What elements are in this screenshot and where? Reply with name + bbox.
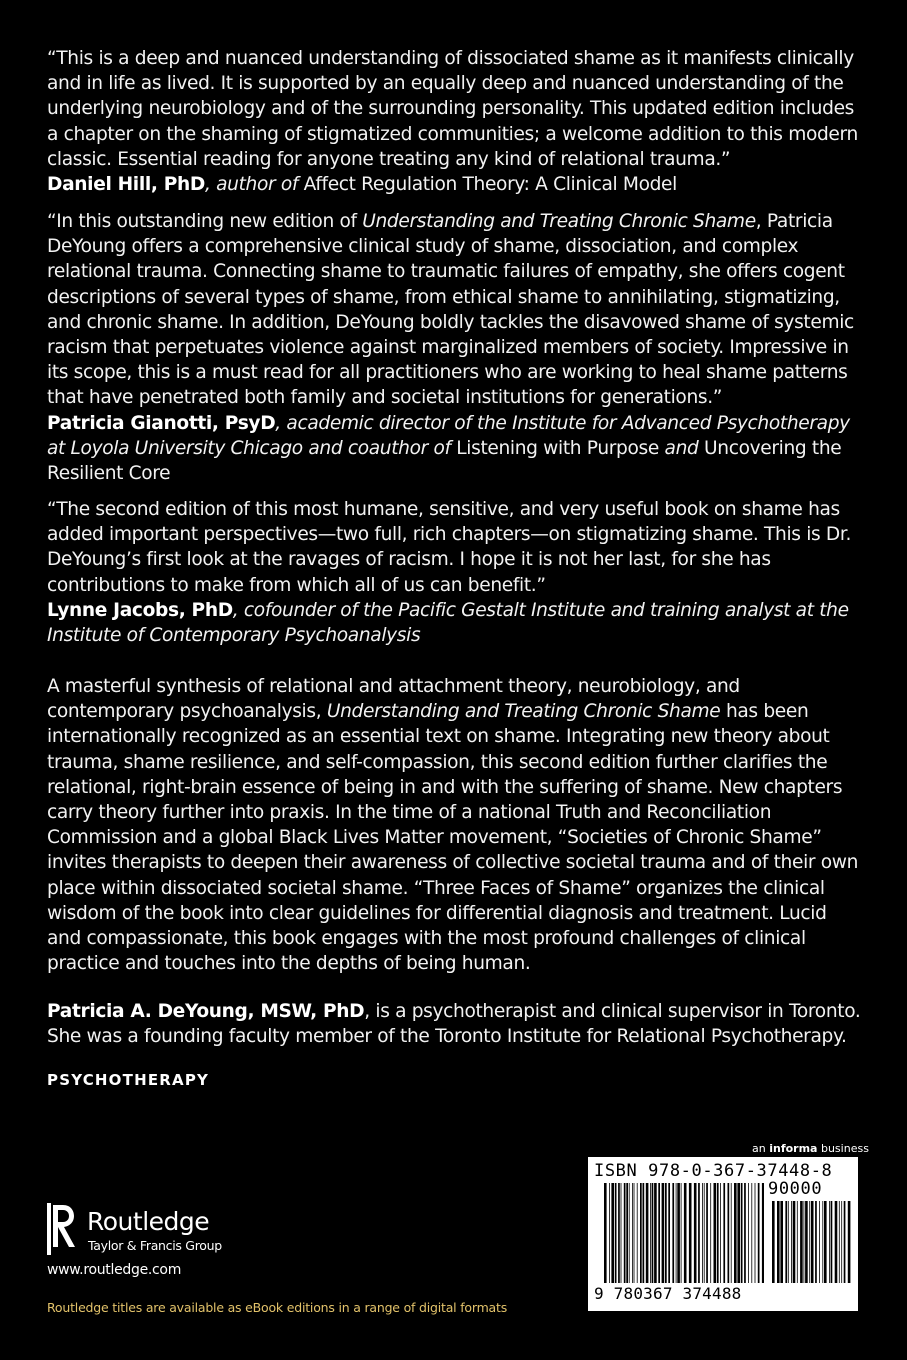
bio-author-name: Patricia A. DeYoung, MSW, PhD xyxy=(47,1001,365,1022)
endorsement-quote-2 xyxy=(47,209,865,486)
barcode-bar xyxy=(634,1183,635,1283)
barcode-bar xyxy=(815,1201,817,1283)
barcode-bar xyxy=(604,1183,607,1283)
publisher-name: Routledge xyxy=(87,1207,210,1236)
quote-text: “The second edition of this most humane, sensitive, and very useful book on shame has added important perspectives—two full, rich chapters—on stigmatizing shame. This is Dr. DeYoung’s first look at the ravages of racism. I hope it is not her last, for she has contributions to make from which all of us can benefit.” xyxy=(47,499,852,596)
barcode-bar xyxy=(621,1183,622,1283)
barcode-bar xyxy=(751,1183,752,1283)
ebook-note: Routledge titles are available as eBook editions in a range of digital formats xyxy=(47,1300,508,1315)
barcode-bar xyxy=(831,1201,833,1283)
barcode-bar xyxy=(676,1183,677,1283)
barcode-bar xyxy=(804,1201,805,1283)
barcode-bar xyxy=(706,1183,708,1283)
barcode-bar xyxy=(720,1183,721,1283)
barcode-bar xyxy=(819,1201,820,1283)
book-description: A masterful synthesis of relational and attachment theory, neurobiology, and contemporary psychoanalysis, Understanding and Treating Chronic Shame has been internationally recognized as an essential text on shame. Integrating new theory about trauma, shame resilience, and self-compassion, this second edition further clarifies the relational, right-brain essence of being in and with the suffering of shame. New chapters carry theory further into praxis. In the time of a national Truth and Reconciliation Commission and a global Black Lives Matter movement, “Societies of Chronic Shame” invites therapists to deepen their awareness of collective societal trauma and of their own place within dissociated societal shame. “Three Faces of Shame” organizes the clinical wisdom of the book into clear guidelines for differential diagnosis and treatment. Lucid and compassionate, this book engages with the most profound challenges of clinical practice and touches into the depths of being human. xyxy=(47,676,859,975)
barcode-bar xyxy=(841,1201,842,1283)
addon-barcode-bars xyxy=(772,1201,852,1283)
barcode-bar xyxy=(684,1183,687,1283)
barcode-bar xyxy=(609,1183,610,1283)
barcode-bar xyxy=(637,1183,638,1283)
barcode-bar xyxy=(829,1201,830,1283)
publisher-subtitle: Taylor & Francis Group xyxy=(88,1238,222,1253)
barcode-bar xyxy=(741,1183,743,1283)
barcode-bar xyxy=(668,1183,670,1283)
barcode-bar xyxy=(848,1201,851,1283)
informa-business-label: an informa business xyxy=(752,1142,869,1155)
barcode-bar xyxy=(835,1201,838,1283)
routledge-r-logo-icon xyxy=(44,1203,76,1255)
barcode-bar xyxy=(811,1201,814,1283)
barcode-bar xyxy=(723,1183,725,1283)
barcode-bar xyxy=(702,1183,703,1283)
barcode-bar xyxy=(624,1183,626,1283)
endorsement-quote-3 xyxy=(47,497,865,648)
barcode-bar xyxy=(728,1183,730,1283)
barcode-bar xyxy=(762,1183,764,1283)
barcode-bar xyxy=(737,1183,740,1283)
barcode-bar xyxy=(704,1183,705,1283)
author-name: Lynne Jacobs, PhD xyxy=(47,599,233,621)
barcode-bar xyxy=(615,1183,617,1283)
ean-barcode-bars xyxy=(604,1183,764,1283)
barcode-bar xyxy=(797,1201,798,1283)
barcode-bar xyxy=(689,1183,692,1283)
barcode-bar xyxy=(772,1201,775,1283)
barcode-bar xyxy=(844,1201,846,1283)
barcode-bar xyxy=(626,1183,628,1283)
barcode-bar xyxy=(694,1183,697,1283)
barcode-bar xyxy=(824,1201,827,1283)
publisher-url: www.routledge.com xyxy=(47,1262,182,1278)
author-name: Patricia Gianotti, PsyD xyxy=(47,412,276,434)
barcode-bar xyxy=(805,1201,808,1283)
barcode-bar xyxy=(734,1183,737,1283)
barcode-bar xyxy=(677,1183,680,1283)
quote-text: “In this outstanding new edition of Understanding and Treating Chronic Shame, Patricia DeYoung offers a comprehensive clinical study of shame, dissociation, and complex relational trauma. Connecting shame to traumatic failures of empathy, she offers cogent descriptions of several types of shame, from ethical shame to annihilating, stigmatizing, and chronic shame. In addition, DeYoung boldly tackles the disavowed shame of systemic racism that perpetuates violence against marginalized members of society. Impressive in its scope, this is a must read for all practitioners who are working to heal shame patterns that have penetrated both family and societal institutions for generations.” xyxy=(47,211,854,409)
isbn-barcode xyxy=(588,1157,858,1311)
barcode-bar xyxy=(758,1183,760,1283)
barcode-bar xyxy=(640,1183,642,1283)
barcode-bar xyxy=(777,1201,780,1283)
barcode-bar xyxy=(788,1201,789,1283)
barcode-bar xyxy=(662,1183,665,1283)
barcode-bar xyxy=(800,1201,803,1283)
price-code: 90000 xyxy=(768,1179,823,1199)
barcode-bar xyxy=(717,1183,719,1283)
endorsement-quote-1 xyxy=(47,46,865,197)
barcode-bar xyxy=(654,1183,657,1283)
barcode-bar xyxy=(780,1201,783,1283)
barcode-bar xyxy=(822,1201,823,1283)
barcode-bar xyxy=(646,1183,649,1283)
barcode-bar xyxy=(650,1183,651,1283)
barcode-bar xyxy=(652,1183,654,1283)
author-name: Daniel Hill, PhD xyxy=(47,174,205,196)
category-label: PSYCHOTHERAPY xyxy=(47,1071,210,1089)
quote-author: Daniel Hill, PhD, author of Affect Regulation Theory: A Clinical Model xyxy=(47,174,677,196)
barcode-bar xyxy=(791,1201,792,1283)
quote-author: Lynne Jacobs, PhD, cofounder of the Pacific Gestalt Institute and training analyst at the Institute of Contemporary Psychoanalysis xyxy=(47,599,849,647)
barcode-bar xyxy=(714,1183,717,1283)
barcode-bar xyxy=(748,1183,749,1283)
barcode-bar xyxy=(744,1183,746,1283)
barcode-bar xyxy=(755,1183,756,1283)
barcode-bar xyxy=(681,1183,682,1283)
barcode-bar xyxy=(793,1201,796,1283)
barcode-bar xyxy=(710,1183,711,1283)
barcode-bar xyxy=(629,1183,630,1283)
barcode-bar xyxy=(839,1201,840,1283)
barcode-bar xyxy=(731,1183,732,1283)
barcode-bar xyxy=(698,1183,700,1283)
barcode-bar xyxy=(611,1183,614,1283)
barcode-bar xyxy=(785,1201,787,1283)
barcode-bar xyxy=(665,1183,667,1283)
barcode-bar xyxy=(658,1183,660,1283)
barcode-bar xyxy=(643,1183,645,1283)
quote-author: Patricia Gianotti, PsyD, academic director of the Institute for Advanced Psychotherapy at Loyola University Chicago and coauthor of Listening with Purpose and Uncovering the Resilient Core xyxy=(47,412,850,485)
barcode-bar xyxy=(672,1183,674,1283)
ean-digits: 9 780367 374488 xyxy=(594,1284,742,1303)
barcode-bar xyxy=(632,1183,633,1283)
barcode-bar xyxy=(618,1183,620,1283)
isbn-text: ISBN 978-0-367-37448-8 xyxy=(594,1161,833,1181)
barcode-bar xyxy=(809,1201,810,1283)
quote-text: “This is a deep and nuanced understanding of dissociated shame as it manifests clinically and in life as lived. It is supported by an equally deep and nuanced understanding of the underlying neurobiology and of the surrounding personality. This updated edition includes a chapter on the shaming of stigmatized communities; a welcome addition to this modern classic. Essential reading for anyone treating any kind of relational trauma.” xyxy=(47,48,858,170)
author-bio: Patricia A. DeYoung, MSW, PhD, is a psychotherapist and clinical supervisor in Toronto. She was a founding faculty member of the Toronto Institute for Relational Psychotherapy. xyxy=(47,1001,861,1048)
publisher-logo xyxy=(44,1203,244,1258)
